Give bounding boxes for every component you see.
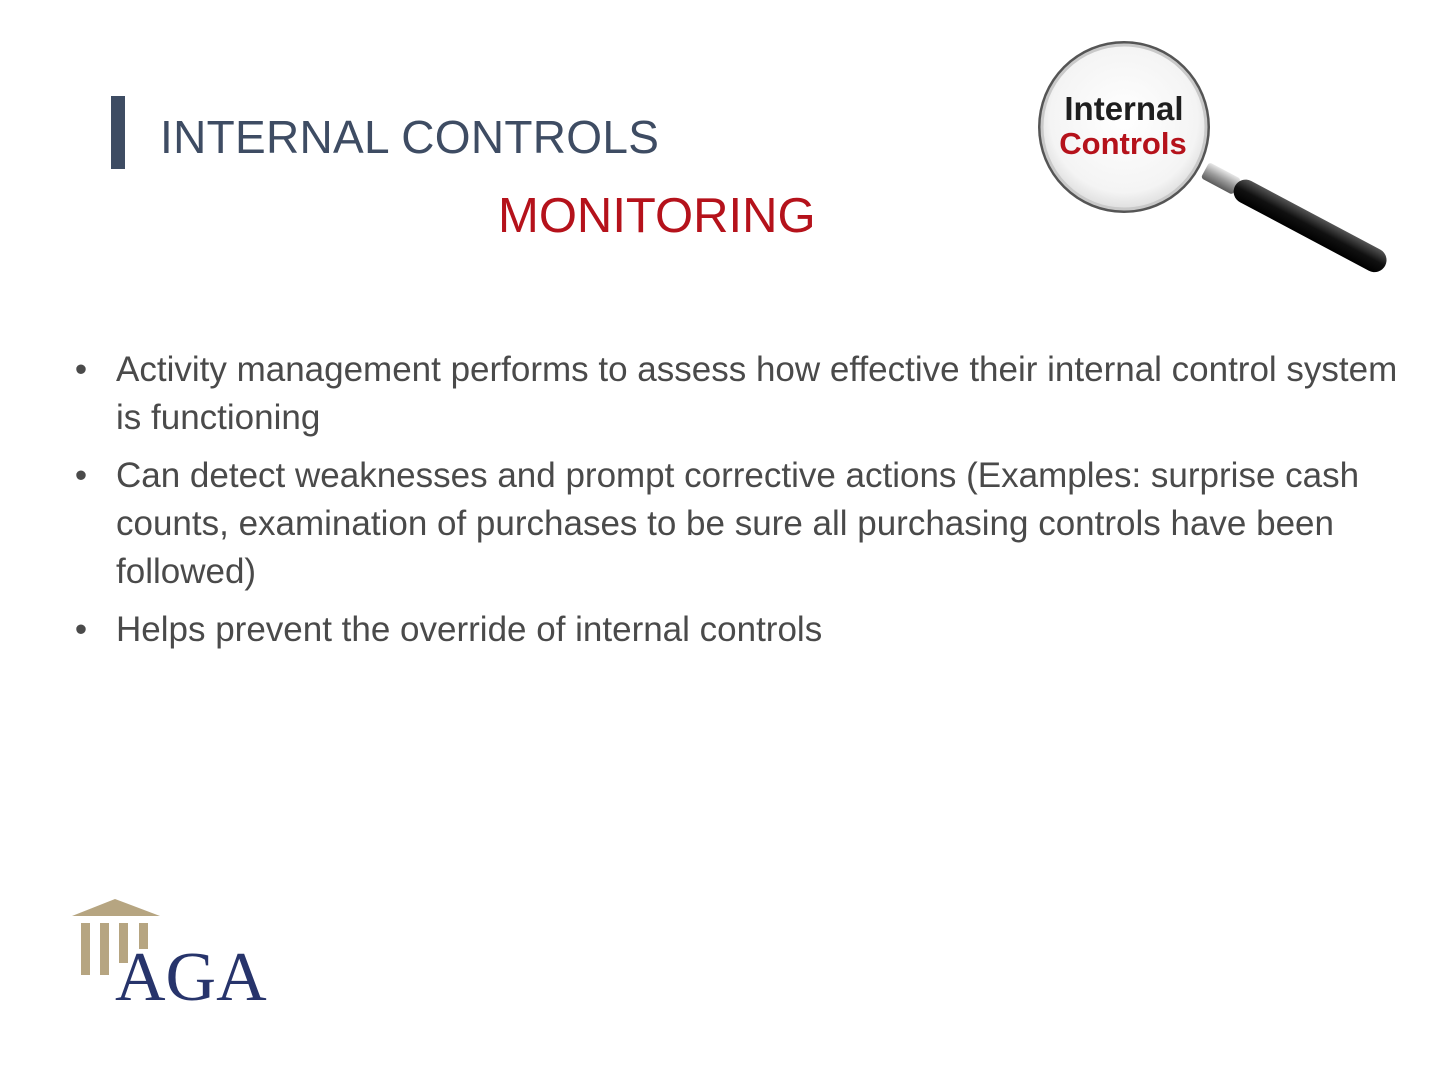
logo-column — [100, 923, 109, 975]
bullet-item — [66, 346, 1426, 442]
aga-logo — [70, 893, 310, 1008]
bullet-text: Can detect weaknesses and prompt corrective actions (Examples: surprise cash counts, examination of purchases to be sure all purchasing controls have been followed) — [116, 456, 1360, 591]
magnifier-word-internal: Internal — [1064, 90, 1184, 127]
slide-subtitle: MONITORING — [498, 189, 816, 243]
bullet-marker: • — [74, 350, 88, 389]
logo-wordmark: AGA — [115, 939, 267, 1008]
bullet-item — [66, 452, 1426, 596]
magnifier-word-controls: Controls — [1059, 126, 1187, 161]
bullet-item — [66, 606, 1426, 654]
bullet-text: Helps prevent the override of internal controls — [116, 610, 823, 649]
bullet-list — [66, 346, 1426, 664]
bullet-text: Activity management performs to assess how effective their internal control system is functioning — [116, 350, 1398, 437]
bullet-marker: • — [74, 456, 88, 495]
magnifying-glass-icon — [1020, 30, 1410, 280]
magnifier-handle — [1229, 175, 1390, 276]
logo-column — [81, 923, 90, 975]
title-accent-bar — [111, 96, 125, 169]
columns-building-icon — [72, 899, 160, 916]
bullet-marker: • — [74, 610, 88, 649]
slide-title: INTERNAL CONTROLS — [160, 111, 660, 163]
